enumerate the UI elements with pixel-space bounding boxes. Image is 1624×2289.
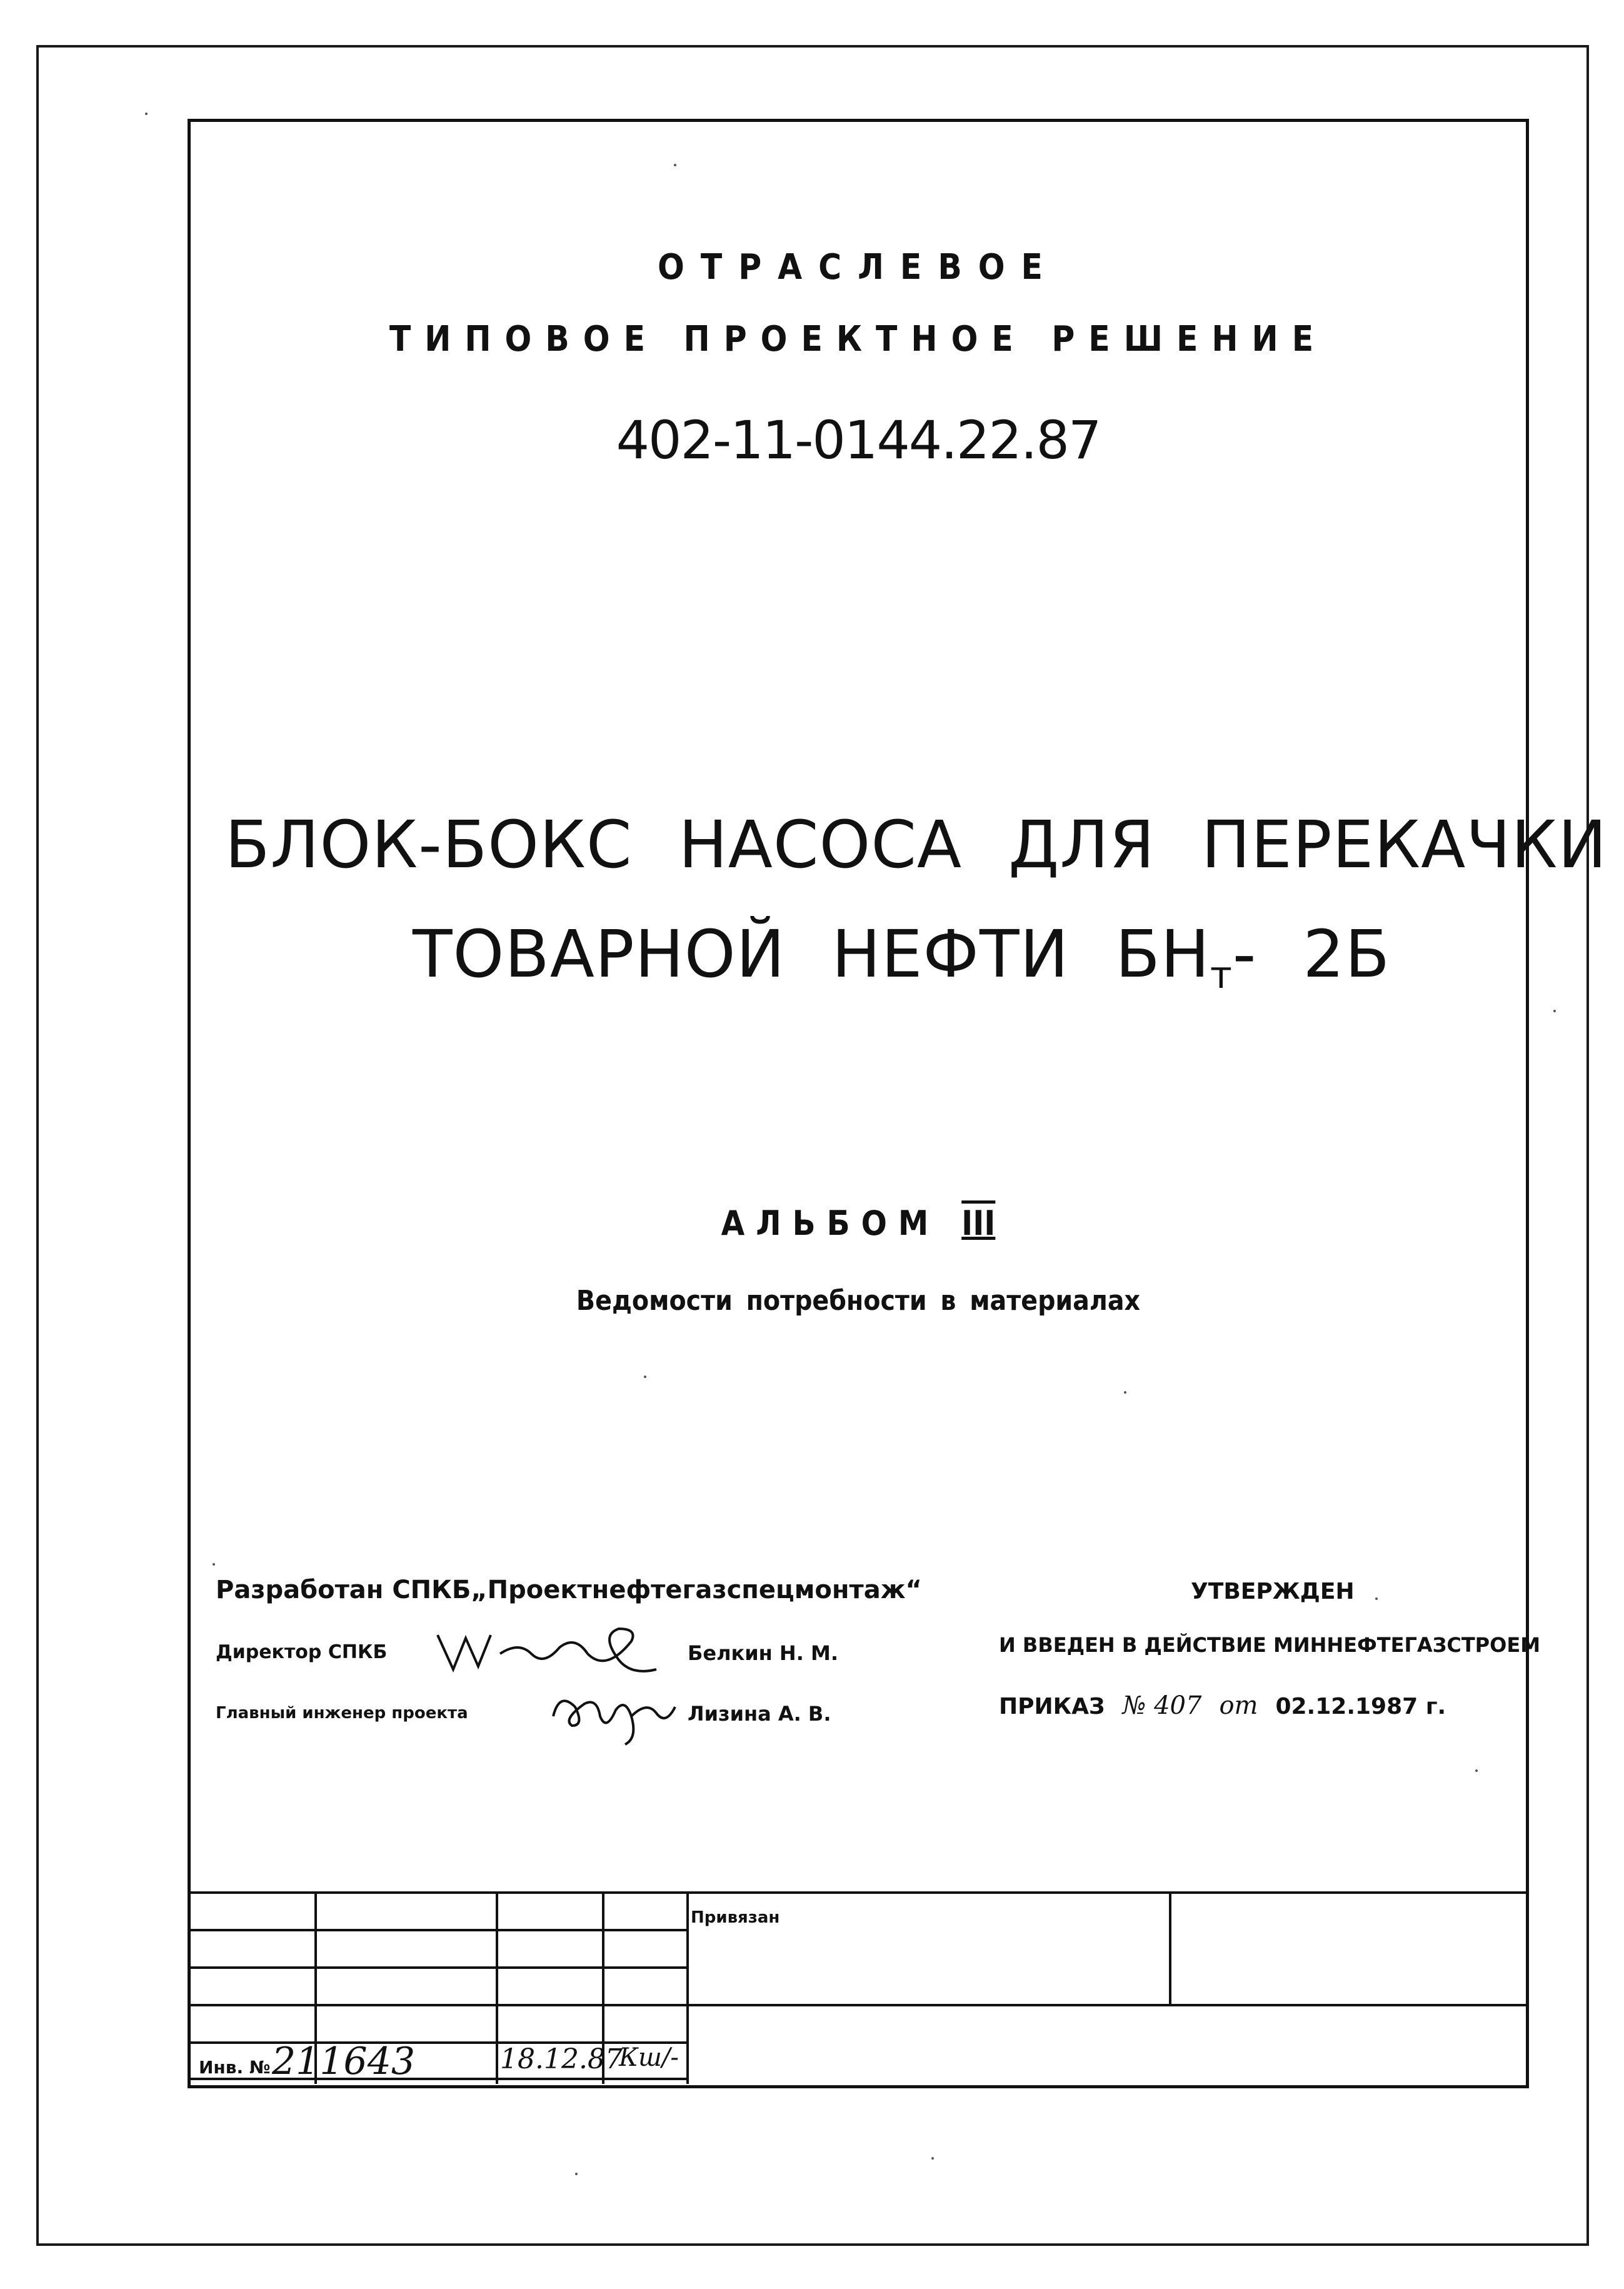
scan-speck	[931, 2157, 934, 2160]
approval-order	[999, 1691, 1446, 1720]
project-code: 402-11-0144.22.87	[616, 410, 1101, 471]
scan-speck	[145, 113, 148, 115]
title-line-2	[413, 916, 1390, 997]
attached-label: Привязан	[691, 1908, 780, 1927]
album-label: АЛЬБОМ	[721, 1204, 940, 1243]
scan-speck	[1475, 1769, 1478, 1772]
album-number: III	[961, 1204, 996, 1243]
album-heading	[188, 1204, 1529, 1243]
header-type: ТИПОВОЕ ПРОЕКТНОЕ РЕШЕНИЕ	[389, 319, 1328, 360]
title-line-1: БЛОК-БОКС НАСОСА ДЛЯ ПЕРЕКАЧКИ	[225, 807, 1608, 883]
engineer-name: Лизина А. В.	[688, 1702, 831, 1726]
engineer-role: Главный инженер проекта	[216, 1704, 468, 1723]
title-line-2-main: ТОВАРНОЙ НЕФТИ БН	[413, 916, 1210, 992]
scan-speck	[674, 164, 676, 166]
scan-speck	[1553, 1010, 1556, 1012]
scan-speck	[213, 1563, 215, 1566]
scan-speck	[644, 1376, 646, 1378]
order-label: ПРИКАЗ	[999, 1694, 1105, 1719]
inventory-signature: Кш/-	[619, 2043, 679, 2072]
inventory-number: 211643	[272, 2040, 416, 2083]
title-line-2-suffix: - 2Б	[1232, 916, 1390, 992]
approval-line-1: УТВЕРЖДЕН	[1191, 1579, 1355, 1604]
title-line-2-subscript: т	[1210, 953, 1233, 997]
album-subtitle: Ведомости потребности в материалах	[576, 1285, 1141, 1317]
inventory-date: 18.12.87	[500, 2043, 623, 2075]
scan-speck	[1124, 1391, 1126, 1394]
scan-speck	[575, 2173, 578, 2175]
order-number: № 407	[1122, 1691, 1202, 1720]
director-signature	[431, 1616, 669, 1685]
director-role: Директор СПКБ	[216, 1641, 388, 1663]
scan-speck	[1375, 1597, 1378, 1600]
inventory-label: Инв. №	[199, 2057, 271, 2078]
order-from-label: от	[1219, 1691, 1258, 1720]
developer-text: Разработан СПКБ„Проектнефтегазспецмонтаж“	[216, 1576, 922, 1604]
director-name: Белкин Н. М.	[688, 1641, 838, 1665]
approval-line-2: И ВВЕДЕН В ДЕЙСТВИЕ МИННЕФТЕГАЗСТРОЕМ	[999, 1633, 1541, 1657]
engineer-signature	[547, 1682, 678, 1751]
header-category: ОТРАСЛЕВОЕ	[658, 247, 1059, 288]
order-date: 02.12.1987 г.	[1275, 1694, 1446, 1719]
